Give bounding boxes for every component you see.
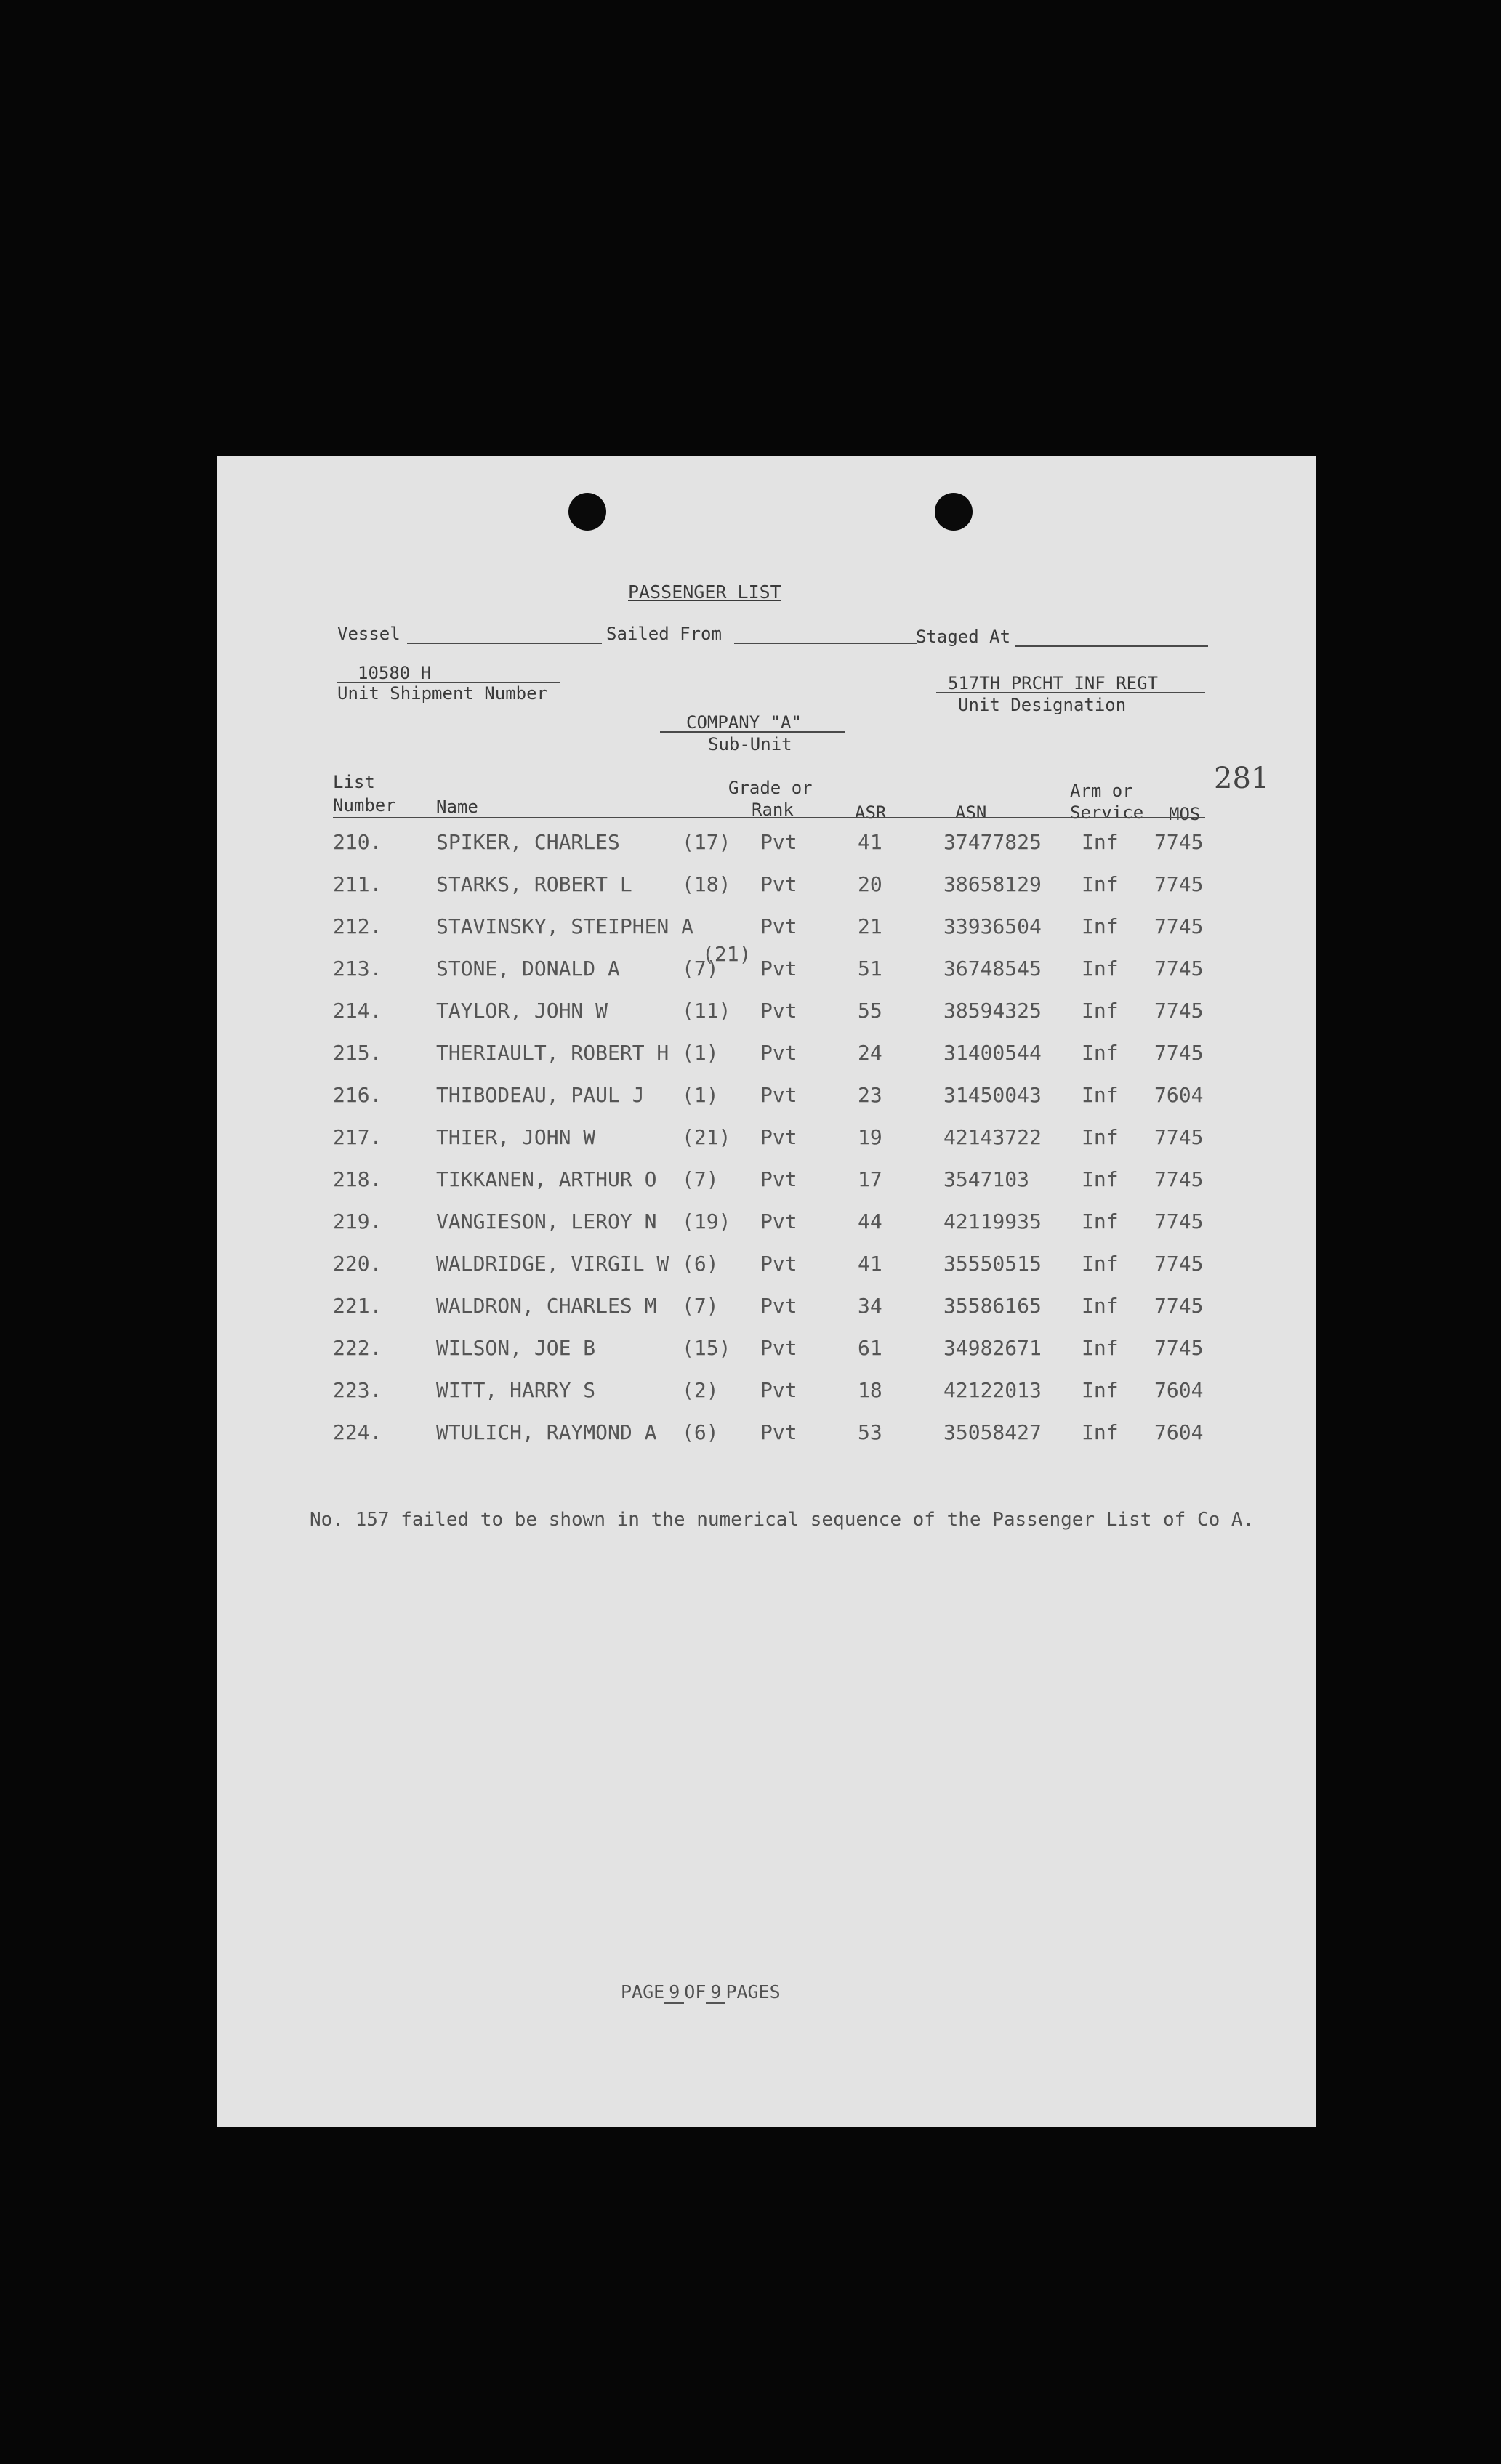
row-number: 218. [333,1167,382,1191]
row-arm: Inf [1082,1125,1119,1149]
row-grade: Pvt [760,1083,797,1107]
row-asn: 42143722 [943,1125,1042,1149]
col-arm-line2: Service [1070,802,1144,823]
row-grade: Pvt [760,999,797,1023]
row-grade: Pvt [760,957,797,981]
punch-hole [568,493,606,531]
row-asr: 41 [858,830,882,854]
pages-label: PAGES [725,1981,781,2002]
row-name: WITT, HARRY S [436,1378,596,1402]
col-arm-line1: Arm or [1070,781,1133,801]
row-name: THIER, JOHN W [436,1125,596,1149]
table-row [217,872,1316,913]
row-asr: 41 [858,1252,882,1276]
row-mos: 7745 [1154,999,1204,1023]
row-number: 220. [333,1252,382,1276]
row-mos: 7745 [1154,830,1204,854]
table-row [217,830,1316,871]
row-mos: 7745 [1154,1294,1204,1318]
row-mark: (18) [682,872,731,896]
table-row [217,1252,1316,1292]
row-arm: Inf [1082,1167,1119,1191]
row-grade: Pvt [760,1041,797,1065]
row-asn: 38658129 [943,872,1042,896]
row-mark: (17) [682,830,731,854]
row-asr: 51 [858,957,882,981]
row-name: TAYLOR, JOHN W [436,999,608,1023]
row-grade: Pvt [760,830,797,854]
row-arm: Inf [1082,1209,1119,1233]
row-asr: 24 [858,1041,882,1065]
row-name: SPIKER, CHARLES [436,830,620,854]
row-asr: 61 [858,1336,882,1360]
row-mos: 7745 [1154,1167,1204,1191]
row-mos: 7745 [1154,914,1204,938]
row-name: THERIAULT, ROBERT H [436,1041,669,1065]
row-asn: 35550515 [943,1252,1042,1276]
row-arm: Inf [1082,1378,1119,1402]
row-arm: Inf [1082,1252,1119,1276]
row-mark: (1) [682,1041,719,1065]
row-arm: Inf [1082,1083,1119,1107]
header-rule [333,817,1205,818]
row-mark: (15) [682,1336,731,1360]
row-grade: Pvt [760,1336,797,1360]
row-asr: 17 [858,1167,882,1191]
unit-designation-label: Unit Designation [958,695,1127,715]
row-grade: Pvt [760,872,797,896]
row-asn: 35586165 [943,1294,1042,1318]
vessel-blank [407,643,602,644]
page-title: PASSENGER LIST [628,581,781,603]
sub-unit-value: COMPANY "A" [686,712,802,733]
staged-at-label: Staged At [916,627,1011,647]
row-mark: (21) [682,1125,731,1149]
page-stamp-number: 281 [1214,762,1270,795]
row-number: 219. [333,1209,382,1233]
table-row [217,1420,1316,1461]
row-mos: 7745 [1154,1252,1204,1276]
row-mos: 7604 [1154,1083,1204,1107]
row-grade: Pvt [760,1125,797,1149]
table-row [217,914,1316,955]
row-number: 211. [333,872,382,896]
row-mos: 7745 [1154,1209,1204,1233]
row-mark: (19) [682,1209,731,1233]
row-grade: Pvt [760,1420,797,1444]
row-arm: Inf [1082,830,1119,854]
row-mos: 7604 [1154,1378,1204,1402]
row-name: WALDRIDGE, VIRGIL W [436,1252,669,1276]
row-asr: 44 [858,1209,882,1233]
col-list-number-line1: List [333,772,375,792]
unit-designation-line [936,692,1205,693]
col-list-number-line2: Number [333,795,396,816]
sub-unit-line [660,731,845,733]
row-grade: Pvt [760,1209,797,1233]
of-label: OF [684,1981,707,2002]
row-asr: 18 [858,1378,882,1402]
row-mos: 7745 [1154,872,1204,896]
table-row [217,1336,1316,1377]
row-name: WILSON, JOE B [436,1336,596,1360]
table-row [217,1083,1316,1124]
row-asn: 3547103 [943,1167,1030,1191]
row-number: 216. [333,1083,382,1107]
table-row [217,1167,1316,1208]
row-grade: Pvt [760,1294,797,1318]
row-mark: (7) [682,957,719,981]
row-mos: 7745 [1154,957,1204,981]
row-mos: 7745 [1154,1041,1204,1065]
handwritten-mark: (21) [702,942,752,966]
row-name: STONE, DONALD A [436,957,620,981]
row-name: VANGIESON, LEROY N [436,1209,657,1233]
row-name: THIBODEAU, PAUL J [436,1083,645,1107]
row-number: 221. [333,1294,382,1318]
row-asr: 20 [858,872,882,896]
sailed-from-label: Sailed From [606,624,722,644]
col-asr: ASR [855,802,887,823]
row-number: 223. [333,1378,382,1402]
page-number: 9 [664,1981,684,2004]
row-arm: Inf [1082,999,1119,1023]
row-grade: Pvt [760,1378,797,1402]
sub-unit-label: Sub-Unit [708,734,792,754]
table-row [217,1378,1316,1419]
row-mark: (7) [682,1294,719,1318]
row-number: 222. [333,1336,382,1360]
row-asn: 42122013 [943,1378,1042,1402]
col-name: Name [436,797,478,817]
vessel-label: Vessel [337,624,401,644]
table-row [217,1209,1316,1250]
row-asr: 23 [858,1083,882,1107]
row-asr: 21 [858,914,882,938]
page-label: PAGE [621,1981,665,2002]
row-grade: Pvt [760,1167,797,1191]
row-mark: (2) [682,1378,719,1402]
row-asn: 35058427 [943,1420,1042,1444]
row-asr: 53 [858,1420,882,1444]
shipment-number-value: 10580 H [358,663,432,683]
row-asn: 37477825 [943,830,1042,854]
table-row [217,1294,1316,1334]
page-footer [621,1981,781,2002]
row-name: STARKS, ROBERT L [436,872,632,896]
row-number: 213. [333,957,382,981]
row-asr: 55 [858,999,882,1023]
row-mark: (6) [682,1420,719,1444]
unit-designation-value: 517TH PRCHT INF REGT [948,673,1158,693]
sailed-from-blank [734,643,917,644]
table-row [217,1125,1316,1166]
table-row [217,999,1316,1039]
passenger-list-page [217,456,1316,2127]
row-arm: Inf [1082,957,1119,981]
row-number: 214. [333,999,382,1023]
row-asr: 19 [858,1125,882,1149]
row-number: 215. [333,1041,382,1065]
row-asr: 34 [858,1294,882,1318]
shipment-number-label: Unit Shipment Number [337,683,547,704]
row-asn: 33936504 [943,914,1042,938]
row-arm: Inf [1082,1336,1119,1360]
total-pages: 9 [706,1981,725,2004]
row-mos: 7745 [1154,1336,1204,1360]
row-name: WALDRON, CHARLES M [436,1294,657,1318]
col-grade-line2: Rank [752,800,794,820]
row-asn: 38594325 [943,999,1042,1023]
row-mark: (11) [682,999,731,1023]
row-mark: (6) [682,1252,719,1276]
row-number: 224. [333,1420,382,1444]
row-asn: 31450043 [943,1083,1042,1107]
row-arm: Inf [1082,1294,1119,1318]
punch-hole [935,493,973,531]
row-arm: Inf [1082,1420,1119,1444]
row-arm: Inf [1082,872,1119,896]
row-asn: 31400544 [943,1041,1042,1065]
row-mos: 7604 [1154,1420,1204,1444]
row-name: TIKKANEN, ARTHUR O [436,1167,657,1191]
row-mos: 7745 [1154,1125,1204,1149]
row-number: 212. [333,914,382,938]
staged-at-blank [1015,645,1208,647]
row-asn: 42119935 [943,1209,1042,1233]
row-name: STAVINSKY, STEIPHEN A [436,914,694,938]
table-row [217,957,1316,997]
row-arm: Inf [1082,914,1119,938]
row-name: WTULICH, RAYMOND A [436,1420,657,1444]
row-number: 217. [333,1125,382,1149]
row-grade: Pvt [760,914,797,938]
row-mark: (1) [682,1083,719,1107]
col-mos: MOS [1169,804,1201,824]
row-number: 210. [333,830,382,854]
row-asn: 34982671 [943,1336,1042,1360]
col-grade-line1: Grade or [728,778,813,798]
col-asn: ASN [955,802,987,823]
row-grade: Pvt [760,1252,797,1276]
footnote: No. 157 failed to be shown in the numerical sequence of the Passenger List of Co A. [310,1509,1255,1531]
row-mark: (7) [682,1167,719,1191]
row-arm: Inf [1082,1041,1119,1065]
row-asn: 36748545 [943,957,1042,981]
table-row [217,1041,1316,1082]
